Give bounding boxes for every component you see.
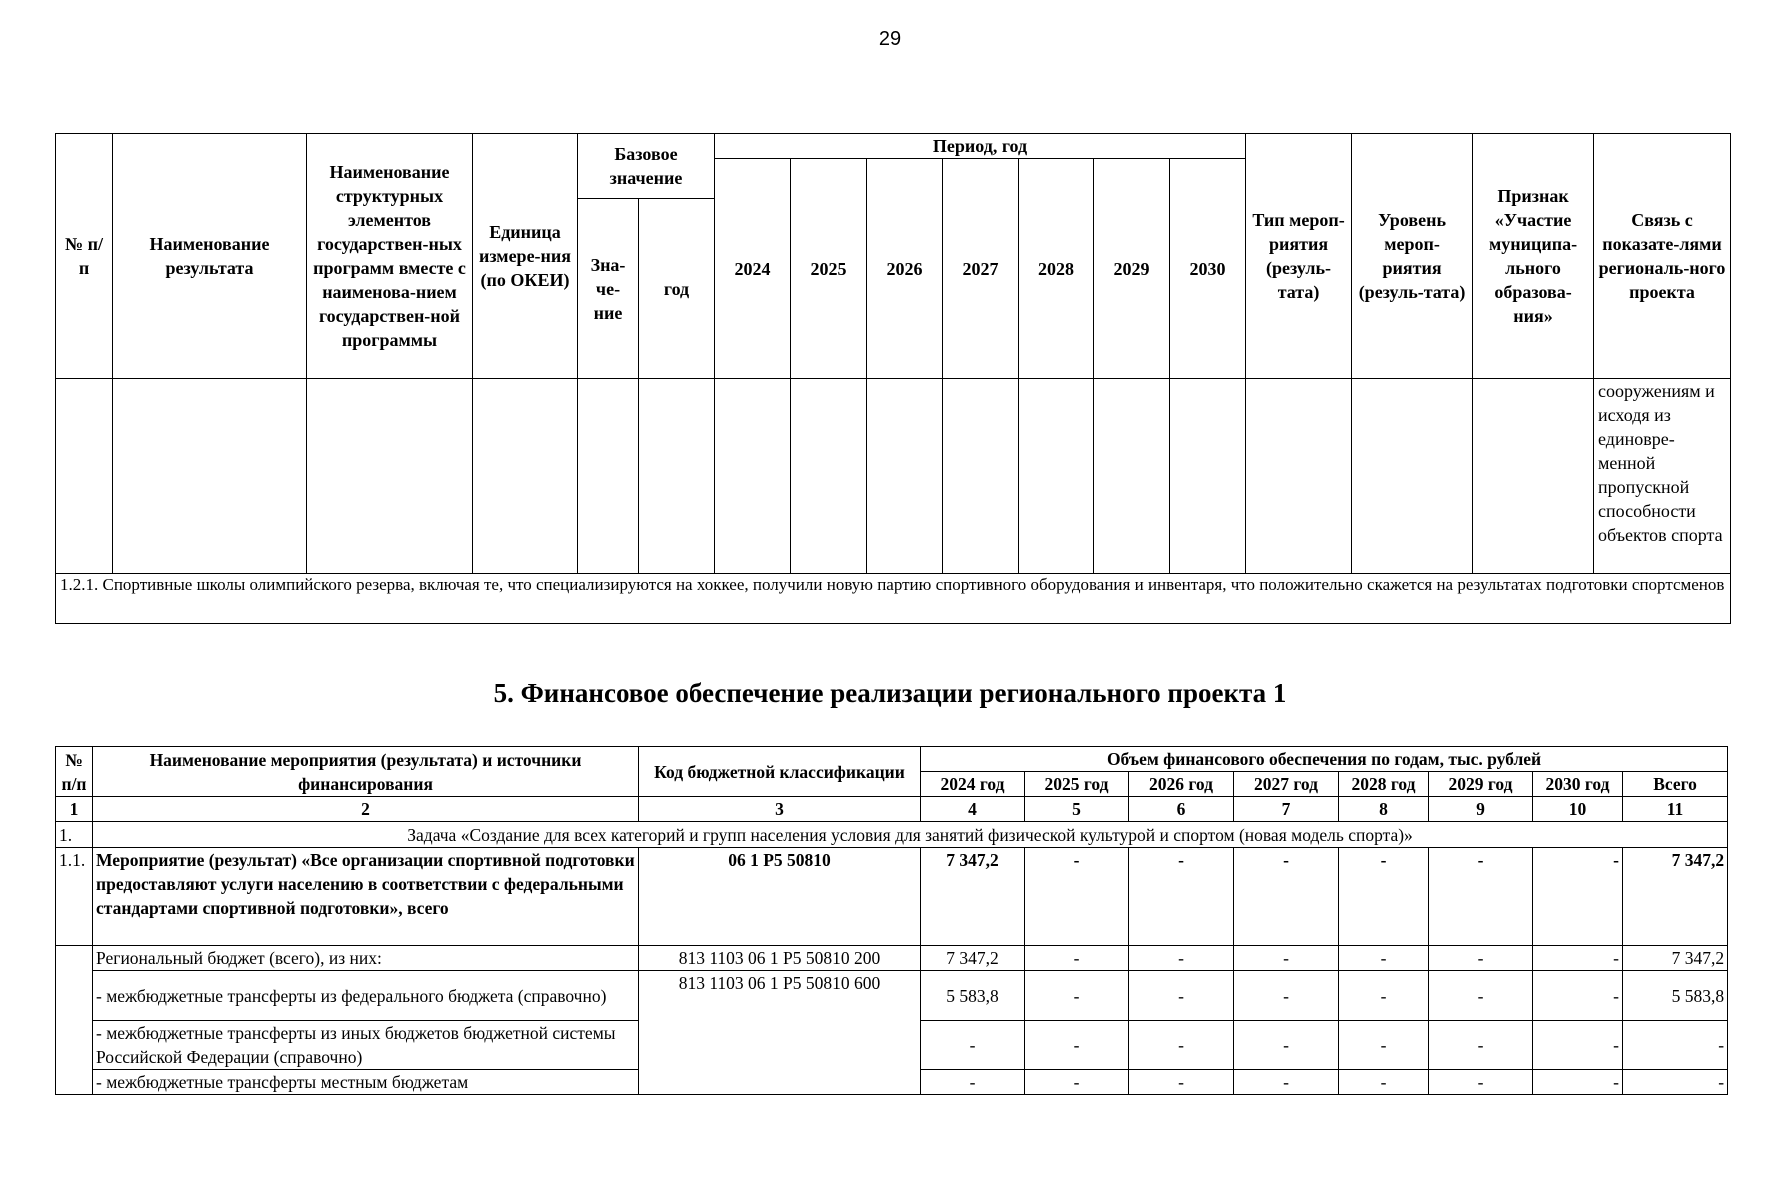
row-value: -: [1234, 971, 1339, 1021]
row-value: -: [921, 1070, 1025, 1095]
row-total: -: [1623, 1021, 1728, 1070]
row-value: -: [1339, 1070, 1429, 1095]
row-value: -: [1129, 971, 1234, 1021]
row-total: 7 347,2: [1623, 946, 1728, 971]
col-number: 4: [921, 797, 1025, 822]
result-note-row: 1.2.1. Спортивные школы олимпийского резерва, включая те, что специализируются на хоккее, получили новую партию спортивного оборудования и инвентаря, что положительно скажется на результатах подготовки спортсменов: [56, 574, 1731, 624]
row-total: 7 347,2: [1623, 848, 1728, 946]
row-value: -: [1429, 946, 1533, 971]
header-base-year: год: [639, 199, 715, 379]
row-value: -: [1533, 971, 1623, 1021]
row-value: -: [1129, 1070, 1234, 1095]
col-number: 7: [1234, 797, 1339, 822]
header-type: Тип мероп-риятия (резуль-тата): [1246, 134, 1352, 379]
fin-header-2029: 2029 год: [1429, 772, 1533, 797]
header-year-2029: 2029: [1094, 159, 1170, 379]
fin-header-2026: 2026 год: [1129, 772, 1234, 797]
fin-header-2025: 2025 год: [1025, 772, 1129, 797]
header-year-2026: 2026: [867, 159, 943, 379]
row-value: -: [1533, 848, 1623, 946]
row-value: -: [1234, 1021, 1339, 1070]
fin-header-2030: 2030 год: [1533, 772, 1623, 797]
fin-header-code: Код бюджетной классификации: [639, 747, 921, 797]
row-value: -: [1429, 971, 1533, 1021]
row-code: 813 1103 06 1 Р5 50810 600: [639, 971, 921, 1095]
row-value: -: [1025, 1021, 1129, 1070]
header-year-2030: 2030: [1170, 159, 1246, 379]
row-value: -: [1234, 1070, 1339, 1095]
results-table: [55, 133, 1731, 624]
section-title: 5. Финансовое обеспечение реализации регионального проекта 1: [493, 678, 1287, 708]
task-num: 1.: [56, 822, 93, 848]
row-total: -: [1623, 1070, 1728, 1095]
col-number: 1: [56, 797, 93, 822]
fin-header-2028: 2028 год: [1339, 772, 1429, 797]
col-number: 2: [93, 797, 639, 822]
row-value: -: [1533, 1021, 1623, 1070]
row-name: - межбюджетные трансферты местным бюджетам: [93, 1070, 639, 1095]
header-base-value: Базовое значение: [578, 134, 715, 199]
row-name: - межбюджетные трансферты из иных бюджетов бюджетной системы Российской Федерации (справочно): [93, 1021, 639, 1070]
header-base-val: Зна-че-ние: [578, 199, 639, 379]
task-text: Задача «Создание для всех категорий и групп населения условия для занятий физической культурой и спортом (новая модель спорта)»: [93, 822, 1728, 848]
row-value: -: [1429, 1021, 1533, 1070]
row-value: 7 347,2: [921, 946, 1025, 971]
fin-header-name: Наименование мероприятия (результата) и источники финансирования: [93, 747, 639, 797]
row-value: -: [1025, 971, 1129, 1021]
row-code: 813 1103 06 1 Р5 50810 200: [639, 946, 921, 971]
fin-header-2024: 2024 год: [921, 772, 1025, 797]
link-cell-text: сооружениям и исходя из единовре-менной пропускной способности объектов спорта: [1594, 379, 1731, 574]
row-value: -: [1234, 848, 1339, 946]
col-number: 8: [1339, 797, 1429, 822]
fin-header-total: Всего: [1623, 772, 1728, 797]
col-number: 3: [639, 797, 921, 822]
row-value: -: [1533, 1070, 1623, 1095]
header-struct-elements: Наименование структурных элементов государствен-ных программ вместе с наименова-нием государствен-ной программы: [307, 134, 473, 379]
page-number: 29: [878, 28, 902, 50]
header-year-2027: 2027: [943, 159, 1019, 379]
row-value: -: [1129, 848, 1234, 946]
row-value: -: [1339, 848, 1429, 946]
col-number: 6: [1129, 797, 1234, 822]
row-value: -: [1533, 946, 1623, 971]
row-value: -: [1429, 848, 1533, 946]
financing-table: [55, 746, 1728, 1095]
row-name: - межбюджетные трансферты из федерального бюджета (справочно): [93, 971, 639, 1021]
row-name: Региональный бюджет (всего), из них:: [93, 946, 639, 971]
header-municipal: Признак «Участие муниципа-льного образова-ния»: [1473, 134, 1594, 379]
header-num: № п/п: [56, 134, 113, 379]
row-value: 5 583,8: [921, 971, 1025, 1021]
fin-header-2027: 2027 год: [1234, 772, 1339, 797]
row-value: -: [1429, 1070, 1533, 1095]
row-value: 7 347,2: [921, 848, 1025, 946]
row-value: -: [1025, 946, 1129, 971]
row-value: -: [921, 1021, 1025, 1070]
row-value: -: [1129, 1021, 1234, 1070]
header-year-2025: 2025: [791, 159, 867, 379]
row-value: -: [1025, 1070, 1129, 1095]
row-value: -: [1339, 971, 1429, 1021]
row-value: -: [1339, 946, 1429, 971]
col-number: 5: [1025, 797, 1129, 822]
row-value: -: [1234, 946, 1339, 971]
col-number: 11: [1623, 797, 1728, 822]
header-result-name: Наименование результата: [113, 134, 307, 379]
row-value: -: [1129, 946, 1234, 971]
col-number: 9: [1429, 797, 1533, 822]
row-num: 1.1.: [56, 848, 93, 946]
header-year-2024: 2024: [715, 159, 791, 379]
header-link: Связь с показате-лями региональ-ного проекта: [1594, 134, 1731, 379]
fin-header-num: № п/п: [56, 747, 93, 797]
header-year-2028: 2028: [1019, 159, 1094, 379]
fin-header-volume: Объем финансового обеспечения по годам, тыс. рублей: [921, 747, 1728, 772]
col-number: 10: [1533, 797, 1623, 822]
row-value: -: [1339, 1021, 1429, 1070]
row-code: 06 1 Р5 50810: [639, 848, 921, 946]
row-total: 5 583,8: [1623, 971, 1728, 1021]
row-value: -: [1025, 848, 1129, 946]
header-period: Период, год: [715, 134, 1246, 159]
header-unit: Единица измере-ния (по ОКЕИ): [473, 134, 578, 379]
header-level: Уровень мероп-риятия (резуль-тата): [1352, 134, 1473, 379]
row-name: Мероприятие (результат) «Все организации спортивной подготовки предоставляют услуги населению в соответствии с федеральными стандартами спортивной подготовки», всего: [93, 848, 639, 946]
